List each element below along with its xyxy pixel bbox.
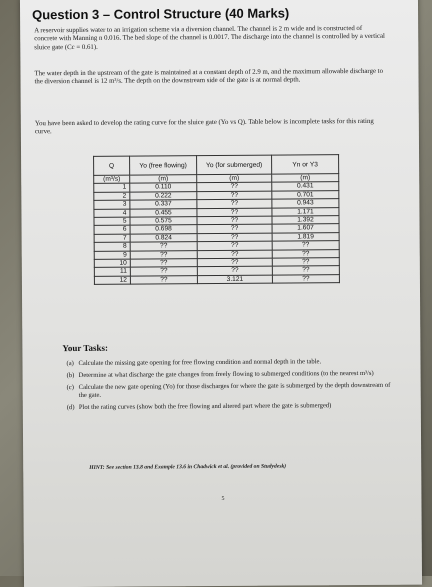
cell-yn: 1.392 xyxy=(272,216,339,225)
cell-yn: 0.943 xyxy=(272,199,339,208)
cell-yo-free: 0.110 xyxy=(130,183,197,192)
cell-yo-free: ?? xyxy=(130,276,197,285)
task-item xyxy=(66,358,396,368)
cell-yo-submerged: ?? xyxy=(197,250,272,259)
paragraph-scenario: A reservoir supplies water to an irrigation scheme via a diversion channel. The channel is 2 m wide and is constructed of concrete with Manning n 0.016. The bed slope of the channel is 0.0017. The discharge into the channel is controlled by a vertical sluice gate (Cc = 0.61). xyxy=(34,25,385,52)
paragraph-instructions: You have been asked to develop the rating curve for the sluice gate (Yo vs Q). Table below is incomplete tasks for this rating curve. xyxy=(34,117,374,136)
question-title: Question 3 – Control Structure (40 Marks) xyxy=(32,5,290,23)
header-yo-free: Yo (free flowing) xyxy=(130,156,197,175)
header-yn: Yn or Y3 xyxy=(272,155,339,174)
task-text: Determine at what discharge the gate changes from freely flowing to submerged conditions (to the nearest m³/s) xyxy=(78,369,374,379)
cell-q: 6 xyxy=(94,226,130,235)
cell-yn: ?? xyxy=(272,266,339,275)
cell-yn: ?? xyxy=(272,275,339,284)
task-label: (a) xyxy=(66,360,74,368)
task-text: Calculate the new gate opening (Yo) for those discharges for where the gate is submerged by the depth downstream of the gate. xyxy=(78,381,391,399)
cell-yo-submerged: ?? xyxy=(197,258,272,267)
cell-q: 1 xyxy=(94,184,130,193)
cell-yo-submerged: ?? xyxy=(197,225,272,234)
paper-sheet xyxy=(20,0,422,587)
task-item xyxy=(67,382,397,400)
cell-q: 3 xyxy=(94,200,130,209)
unit-yo-free: (m) xyxy=(130,175,197,184)
cell-yo-submerged: ?? xyxy=(197,208,272,217)
cell-q: 8 xyxy=(94,242,130,251)
cell-yn: ?? xyxy=(272,241,339,250)
cell-yo-submerged: ?? xyxy=(197,191,272,200)
cell-yo-free: 0.698 xyxy=(130,225,197,234)
task-item xyxy=(67,370,397,380)
cell-yn: 1.607 xyxy=(272,224,339,233)
cell-q: 10 xyxy=(94,259,130,268)
task-item xyxy=(67,402,397,412)
cell-yo-free: 0.337 xyxy=(130,200,197,209)
cell-yo-submerged: ?? xyxy=(197,216,272,225)
cell-yo-submerged: 3.121 xyxy=(197,275,272,284)
header-q: Q xyxy=(94,156,130,175)
cell-yn: ?? xyxy=(272,249,339,258)
cell-yn: ?? xyxy=(272,258,339,267)
task-label: (b) xyxy=(66,372,75,380)
table-header-row xyxy=(94,155,339,176)
cell-yo-free: 0.824 xyxy=(130,234,197,243)
cell-q: 4 xyxy=(94,209,130,218)
rating-table xyxy=(93,154,340,285)
task-text: Plot the rating curves (show both the free flowing and altered part where the gate is submerged) xyxy=(78,402,332,411)
cell-yo-submerged: ?? xyxy=(197,241,272,250)
cell-yo-free: 0.222 xyxy=(130,191,197,200)
table-row xyxy=(94,275,339,285)
cell-q: 11 xyxy=(94,268,130,277)
cell-yn: 0.431 xyxy=(272,182,339,191)
cell-yo-free: ?? xyxy=(130,242,197,251)
cell-yn: 1.171 xyxy=(272,207,339,216)
paragraph-conditions: The water depth in the upstream of the gate is maintained at a constant depth of 2.9 m, and the maximum allowable discharge to the diversion channel is 12 m³/s. The depth on the downstream side of the gate is at normal depth. xyxy=(34,67,383,86)
cell-yn: 0.701 xyxy=(272,190,339,199)
cell-q: 2 xyxy=(94,192,130,201)
task-text: Calculate the missing gate opening for free flowing condition and normal depth in the table. xyxy=(78,358,322,367)
cell-yo-submerged: ?? xyxy=(197,199,272,208)
unit-yo-submerged: (m) xyxy=(197,174,272,183)
cell-yo-free: 0.455 xyxy=(130,208,197,217)
unit-yn: (m) xyxy=(272,174,339,183)
task-label: (d) xyxy=(66,404,75,412)
cell-yo-free: ?? xyxy=(130,250,197,259)
cell-q: 9 xyxy=(94,251,130,260)
tasks-list xyxy=(66,358,396,416)
cell-q: 5 xyxy=(94,217,130,226)
cell-yn: 1.819 xyxy=(272,233,339,242)
cell-yo-submerged: ?? xyxy=(197,183,272,192)
hint-text: HINT: See section 13.8 and Example 13.6 in Chadwick et al. (provided on Studydesk) xyxy=(89,463,287,471)
unit-q: (m³/s) xyxy=(94,175,130,184)
page-number: 5 xyxy=(221,495,225,503)
cell-yo-submerged: ?? xyxy=(197,267,272,276)
cell-q: 12 xyxy=(94,276,130,285)
cell-yo-free: ?? xyxy=(130,267,197,276)
cell-yo-free: 0.575 xyxy=(130,217,197,226)
header-yo-submerged: Yo (for submerged) xyxy=(197,155,272,175)
task-label: (c) xyxy=(66,384,75,392)
cell-q: 7 xyxy=(94,234,130,243)
cell-yo-free: ?? xyxy=(130,259,197,268)
cell-yo-submerged: ?? xyxy=(197,233,272,242)
tasks-heading: Your Tasks: xyxy=(62,342,109,354)
